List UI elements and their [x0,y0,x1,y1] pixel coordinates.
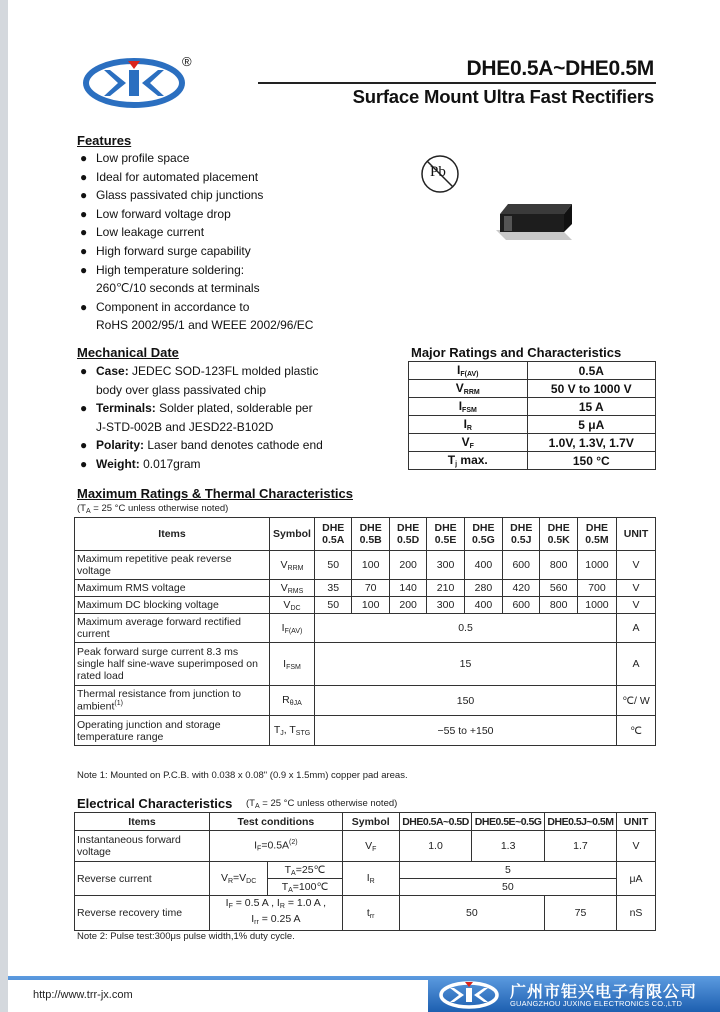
bullet-icon: ● [80,364,88,378]
feature-item: ● Low forward voltage drop [77,205,313,224]
electrical-table [74,812,656,931]
table-row: Reverse recovery time $I_F = 0.5$ A , $I_R = 1.0$ A , $I_{rr} = 0.25$ A $t_{rr}$ 50 75 nS [75,896,656,931]
major-ratings-table [408,361,656,470]
electrical-heading: Electrical Characteristics [77,796,233,811]
bullet-icon: ● [80,225,88,240]
company-name-en: GUANGZHOU JUXING ELECTRONICS CO.,LTD [510,999,683,1008]
max-ratings-condition: ($T_A = 25$ °C unless otherwise noted) [77,503,229,515]
table-header-row: Items Symbol DHE 0.5A DHE 0.5B DHE 0.5D DHE 0.5E DHE 0.5G DHE 0.5J DHE 0.5K DHE 0.5M UNIT [75,518,656,551]
table-row: Instantaneous forward voltage $I_F=0.5A^{(2)}$ $V_F$ 1.0 1.3 1.7 V [75,831,656,862]
table-row: Operating junction and storage temperature range $T_J$, $T_{STG}$ −55 to +150 ℃ [75,716,656,746]
bullet-icon: ● [80,401,88,416]
footer-logo-icon [438,981,500,1012]
sod123fl-package-image [494,196,574,253]
feature-item-continued: RoHS 2002/95/1 and WEEE 2002/96/EC [96,318,314,333]
table-row: $I_{F(AV)}$ 0.5A [409,362,656,380]
table-row: $V_F$ 1.0V, 1.3V, 1.7V [409,434,656,452]
bullet-icon: ● [80,456,88,471]
mech-item-terminals: ● Terminals: Solder plated, solderable per [77,399,323,418]
mechanical-heading: Mechanical Date [77,345,179,360]
bullet-icon: ● [80,169,88,184]
table-header-row: Items Test conditions Symbol DHE0.5A~0.5D DHE0.5E~0.5G DHE0.5J~0.5M UNIT [75,813,656,831]
table-row: Peak forward surge current 8.3 ms single half sine-wave superimposed on rated load $I_{FSM}$ 15 A [75,643,656,686]
feature-item-continued: 260℃/10 seconds at terminals [96,281,260,296]
table-row: $T_A=100℃$ 50 [75,879,656,896]
mechanical-list [77,362,323,474]
pb-label: Pb [430,164,446,180]
mech-item-weight: ● Weight: 0.017gram [77,455,323,474]
left-edge-bar [0,0,8,1012]
feature-item: ● High temperature soldering: [77,261,313,280]
company-name-cn: 广州市钜兴电子有限公司 [510,984,698,1001]
bullet-icon: ● [80,299,88,314]
pb-free-icon [418,152,462,201]
feature-item: ● Glass passivated chip junctions [77,186,313,205]
electrical-condition: ($T_A = 25$ °C unless otherwise noted) [246,798,398,810]
bullet-icon: ● [80,262,88,277]
bullet-icon: ● [80,243,88,258]
mech-item-continued: body over glass passivated chip [96,382,267,397]
feature-item: ● High forward surge capability [77,242,313,261]
title-rule [258,82,656,84]
feature-item: ● Component in accordance to [77,298,313,317]
note-2: Note 2: Pulse test:300μs pulse width,1% duty cycle. [77,931,295,942]
table-row: Reverse current $V_R=V_{DC}$ $T_A=25℃$ $I_R$ 5 μA [75,862,656,879]
bullet-icon: ● [80,188,88,203]
table-row: Maximum average forward rectified current $I_{F(AV)}$ 0.5 A [75,614,656,643]
bullet-icon: ● [80,438,88,453]
mech-item-continued: J-STD-002B and JESD22-B102D [96,419,274,434]
feature-item: ● Low profile space [77,149,313,168]
mech-item-polarity: ● Polarity: Laser band denotes cathode end [77,436,323,455]
table-row: Maximum RMS voltage $V_{RMS}$ 35 70 140 210 280 420 560 700 V [75,580,656,597]
note-1: Note 1: Mounted on P.C.B. with 0.038 x 0.08" (0.9 x 1.5mm) copper pad areas. [77,770,408,781]
feature-item: ● Ideal for automated placement [77,168,313,187]
bullet-icon: ● [80,151,88,165]
mech-item-case: ● Case: JEDEC SOD-123FL molded plastic [77,362,323,381]
major-ratings-heading: Major Ratings and Characteristics [411,345,622,360]
page-title: DHE0.5A~DHE0.5M [466,57,654,80]
registered-mark: ® [182,54,192,69]
features-list [77,149,313,335]
table-row: $V_{RRM}$ 50 V to 1000 V [409,380,656,398]
table-row: $I_{FSM}$ 15 A [409,398,656,416]
bullet-icon: ● [80,206,88,221]
features-heading: Features [77,133,132,148]
table-row: Maximum DC blocking voltage $V_{DC}$ 50 100 200 300 400 600 800 1000 V [75,597,656,614]
website-link[interactable]: http://www.trr-jx.com [33,989,133,1001]
max-ratings-heading: Maximum Ratings & Thermal Characteristics [77,486,353,501]
table-row: Maximum repetitive peak reverse voltage $V_{RRM}$ 50 100 200 300 400 600 800 1000 V [75,551,656,580]
page-subtitle: Surface Mount Ultra Fast Rectifiers [352,86,654,107]
max-ratings-table [74,517,656,746]
table-row: $T_j$ max. 150 °C [409,452,656,470]
table-row: $I_R$ 5 μA [409,416,656,434]
feature-item: ● Low leakage current [77,223,313,242]
table-row: Thermal resistance from junction to ambient$^{(1)}$ $R_{\theta JA}$ 150 ℃/ W [75,686,656,716]
